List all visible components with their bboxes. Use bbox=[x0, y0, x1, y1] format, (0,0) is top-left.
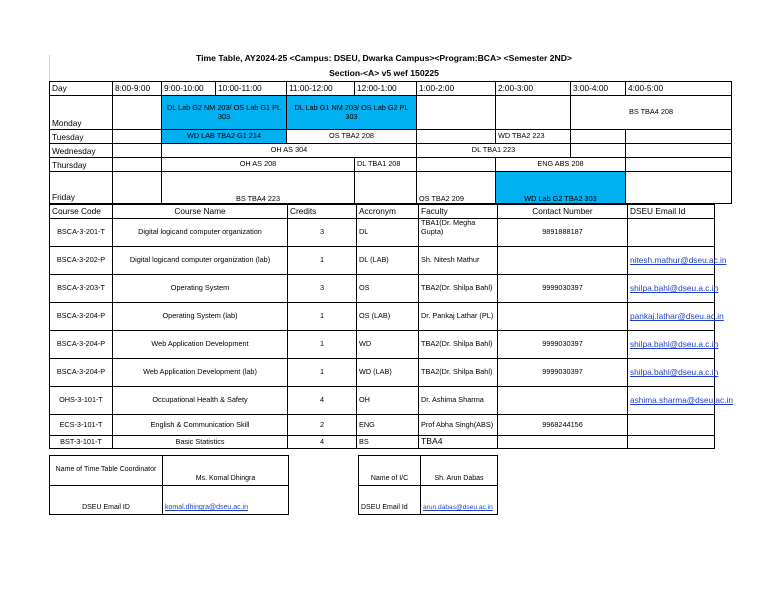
header-contact: Contact Number bbox=[498, 205, 628, 219]
title-line-2: Section-<A> v5 wef 150225 bbox=[329, 68, 439, 78]
course-email[interactable] bbox=[628, 219, 715, 247]
coordinator-name: Ms. Komal Dhingra bbox=[163, 456, 289, 486]
course-code: BSCA-3-201-T bbox=[50, 219, 113, 247]
thursday-eng: ENG ABS 208 bbox=[496, 158, 626, 172]
course-code: BSCA-3-204-P bbox=[50, 303, 113, 331]
friday-os: OS TBA2 209 bbox=[417, 172, 496, 204]
course-name: Operating System (lab) bbox=[113, 303, 288, 331]
course-contact bbox=[498, 247, 628, 275]
ic-table bbox=[358, 455, 498, 515]
ic-email-label: DSEU Email Id bbox=[359, 486, 421, 515]
header-slot-5: 12:00-1:00 bbox=[355, 82, 417, 96]
coordinator-label: Name of Time Table Coordinator bbox=[50, 456, 163, 486]
table-row bbox=[50, 219, 715, 247]
course-email[interactable]: nitesh.mathur@dseu.ac.in bbox=[628, 247, 715, 275]
course-code: BST-3-101-T bbox=[50, 436, 113, 449]
coordinator-table bbox=[49, 455, 289, 515]
cell-empty bbox=[355, 172, 417, 204]
course-contact: 9968244156 bbox=[498, 415, 628, 436]
timetable bbox=[49, 81, 732, 204]
course-name: Operating System bbox=[113, 275, 288, 303]
day-wednesday: Wednesday bbox=[50, 144, 113, 158]
ic-email[interactable]: arun.dabas@dseu.ac.in bbox=[421, 486, 498, 515]
course-acronym: DL bbox=[357, 219, 419, 247]
course-name: Occupational Health & Safety bbox=[113, 387, 288, 415]
table-row bbox=[50, 247, 715, 275]
header-slot-8: 3:00-4:00 bbox=[571, 82, 626, 96]
wednesday-oh: OH AS 304 bbox=[162, 144, 417, 158]
course-credits: 1 bbox=[288, 303, 357, 331]
course-code: ECS-3-101-T bbox=[50, 415, 113, 436]
day-thursday: Thursday bbox=[50, 158, 113, 172]
course-name: Digital logicand computer organization bbox=[113, 219, 288, 247]
course-contact bbox=[498, 387, 628, 415]
cell-empty bbox=[496, 96, 571, 130]
table-row bbox=[50, 359, 715, 387]
course-faculty: Prof Abha Singh(ABS) bbox=[419, 415, 498, 436]
thursday-oh: OH AS 208 bbox=[162, 158, 355, 172]
course-acronym: WD bbox=[357, 331, 419, 359]
friday-bs: BS TBA4 223 bbox=[162, 172, 355, 204]
course-name: Web Application Development bbox=[113, 331, 288, 359]
cell-empty bbox=[571, 144, 626, 158]
header-slot-9: 4:00-5:00 bbox=[626, 82, 732, 96]
header-email: DSEU Email Id bbox=[628, 205, 715, 219]
course-faculty: Sh. Nitesh Mathur bbox=[419, 247, 498, 275]
course-faculty: TBA4 bbox=[419, 436, 498, 449]
course-acronym: WD (LAB) bbox=[357, 359, 419, 387]
header-slot-3: 10:00-11:00 bbox=[216, 82, 287, 96]
course-faculty: TBA2(Dr. Shilpa Bahl) bbox=[419, 331, 498, 359]
course-credits: 1 bbox=[288, 359, 357, 387]
table-row bbox=[50, 415, 715, 436]
course-faculty: TBA2(Dr. Shilpa Bahl) bbox=[419, 275, 498, 303]
ic-name: Sh. Arun Dabas bbox=[421, 456, 498, 486]
monday-dl-os-lab-2: DL Lab G1 NM 203/ OS Lab G2 PL 303 bbox=[287, 96, 417, 130]
cell-empty bbox=[417, 158, 496, 172]
ic-name-row bbox=[359, 456, 498, 486]
cell-empty bbox=[571, 130, 626, 144]
row-thursday bbox=[50, 158, 732, 172]
header-slot-6: 1:00-2:00 bbox=[417, 82, 496, 96]
row-wednesday bbox=[50, 144, 732, 158]
cell-empty bbox=[113, 172, 162, 204]
table-row bbox=[50, 275, 715, 303]
course-name: Digital logicand computer organization (lab) bbox=[113, 247, 288, 275]
cell-empty bbox=[113, 130, 162, 144]
header-slot-7: 2:00-3:00 bbox=[496, 82, 571, 96]
monday-bs: BS TBA4 208 bbox=[571, 96, 732, 130]
course-credits: 4 bbox=[288, 436, 357, 449]
header-day: Day bbox=[50, 82, 113, 96]
course-faculty: Dr. Ashima Sharma bbox=[419, 387, 498, 415]
course-credits: 4 bbox=[288, 387, 357, 415]
ic-email-row bbox=[359, 486, 498, 515]
day-tuesday: Tuesday bbox=[50, 130, 113, 144]
course-acronym: OS (LAB) bbox=[357, 303, 419, 331]
wednesday-dl: DL TBA1 223 bbox=[417, 144, 571, 158]
course-contact: 9999030397 bbox=[498, 275, 628, 303]
course-name: English & Communication Skill bbox=[113, 415, 288, 436]
coordinator-email-row bbox=[50, 486, 289, 515]
cell-empty bbox=[417, 96, 496, 130]
cell-empty bbox=[113, 144, 162, 158]
title-line-1: Time Table, AY2024-25 <Campus: DSEU, Dwarka Campus><Program:BCA> <Semester 2ND> bbox=[196, 53, 572, 63]
friday-wd-lab: WD Lab G2 TBA2 303 bbox=[496, 172, 626, 204]
timetable-header-row bbox=[50, 82, 732, 96]
table-row bbox=[50, 331, 715, 359]
header-slot-1: 8:00-9:00 bbox=[113, 82, 162, 96]
day-friday: Friday bbox=[50, 172, 113, 204]
tuesday-wd: WD TBA2 223 bbox=[496, 130, 571, 144]
course-credits: 2 bbox=[288, 415, 357, 436]
course-contact: 9999030397 bbox=[498, 331, 628, 359]
course-contact bbox=[498, 303, 628, 331]
ic-label: Name of I/C bbox=[359, 456, 421, 486]
course-email[interactable]: ashima.sharma@dseu.ac.in bbox=[628, 387, 715, 415]
course-contact: 9999030397 bbox=[498, 359, 628, 387]
course-email[interactable] bbox=[628, 415, 715, 436]
header-slot-4: 11:00-12:00 bbox=[287, 82, 355, 96]
coordinator-name-row bbox=[50, 456, 289, 486]
course-contact: 9891888187 bbox=[498, 219, 628, 247]
tuesday-wd-lab: WD LAB TBA2 G1 214 bbox=[162, 130, 287, 144]
cell-empty bbox=[417, 130, 496, 144]
table-row bbox=[50, 303, 715, 331]
course-faculty: TBA1(Dr. Megha Gupta) bbox=[419, 219, 498, 247]
course-name: Web Application Development (lab) bbox=[113, 359, 288, 387]
cell-empty bbox=[113, 96, 162, 130]
tuesday-os: OS TBA2 208 bbox=[287, 130, 417, 144]
course-code: BSCA-3-202-P bbox=[50, 247, 113, 275]
cell-empty bbox=[626, 144, 732, 158]
course-acronym: BS bbox=[357, 436, 419, 449]
course-acronym: DL (LAB) bbox=[357, 247, 419, 275]
course-email[interactable]: pankaj.lathar@dseu.ac.in bbox=[628, 303, 715, 331]
row-tuesday bbox=[50, 130, 732, 144]
monday-dl-os-lab-1: DL Lab G2 NM 203/ OS Lab G1 PL 303 bbox=[162, 96, 287, 130]
course-contact bbox=[498, 436, 628, 449]
coordinator-email[interactable]: komal.dhingra@dseu.ac.in bbox=[163, 486, 289, 515]
header-course-code: Course Code bbox=[50, 205, 113, 219]
header-faculty: Faculty bbox=[419, 205, 498, 219]
course-credits: 3 bbox=[288, 275, 357, 303]
coordinator-email-label: DSEU Email ID bbox=[50, 486, 163, 515]
course-credits: 1 bbox=[288, 331, 357, 359]
course-code: BSCA-3-204-P bbox=[50, 331, 113, 359]
day-monday: Monday bbox=[50, 96, 113, 130]
header-acronym: Accronym bbox=[357, 205, 419, 219]
course-credits: 3 bbox=[288, 219, 357, 247]
row-friday bbox=[50, 172, 732, 204]
course-email[interactable]: shilpa.bahl@dseu.a.c.in bbox=[628, 359, 715, 387]
cell-empty bbox=[113, 158, 162, 172]
header-slot-2: 9:00-10:00 bbox=[162, 82, 216, 96]
course-email[interactable] bbox=[628, 436, 715, 449]
row-monday bbox=[50, 96, 732, 130]
course-code: BSCA-3-204-P bbox=[50, 359, 113, 387]
course-code: OHS-3-101-T bbox=[50, 387, 113, 415]
course-header-row bbox=[50, 205, 715, 219]
course-acronym: OH bbox=[357, 387, 419, 415]
cell-empty bbox=[626, 158, 732, 172]
course-email[interactable]: shilpa.bahl@dseu.a.c.in bbox=[628, 275, 715, 303]
table-row bbox=[50, 387, 715, 415]
course-code: BSCA-3-203-T bbox=[50, 275, 113, 303]
cell-empty bbox=[626, 172, 732, 204]
course-acronym: ENG bbox=[357, 415, 419, 436]
course-acronym: OS bbox=[357, 275, 419, 303]
course-email[interactable]: shilpa.bahl@dseu.a.c.in bbox=[628, 331, 715, 359]
header-credits: Credits bbox=[288, 205, 357, 219]
cell-empty bbox=[626, 130, 732, 144]
course-credits: 1 bbox=[288, 247, 357, 275]
table-row bbox=[50, 436, 715, 449]
header-course-name: Course Name bbox=[113, 205, 288, 219]
course-table bbox=[49, 204, 733, 449]
course-faculty: Dr. Pankaj Lathar (PL) bbox=[419, 303, 498, 331]
course-faculty: TBA2(Dr. Shilpa Bahl) bbox=[419, 359, 498, 387]
course-name: Basic Statistics bbox=[113, 436, 288, 449]
thursday-dl: DL TBA1 208 bbox=[355, 158, 417, 172]
